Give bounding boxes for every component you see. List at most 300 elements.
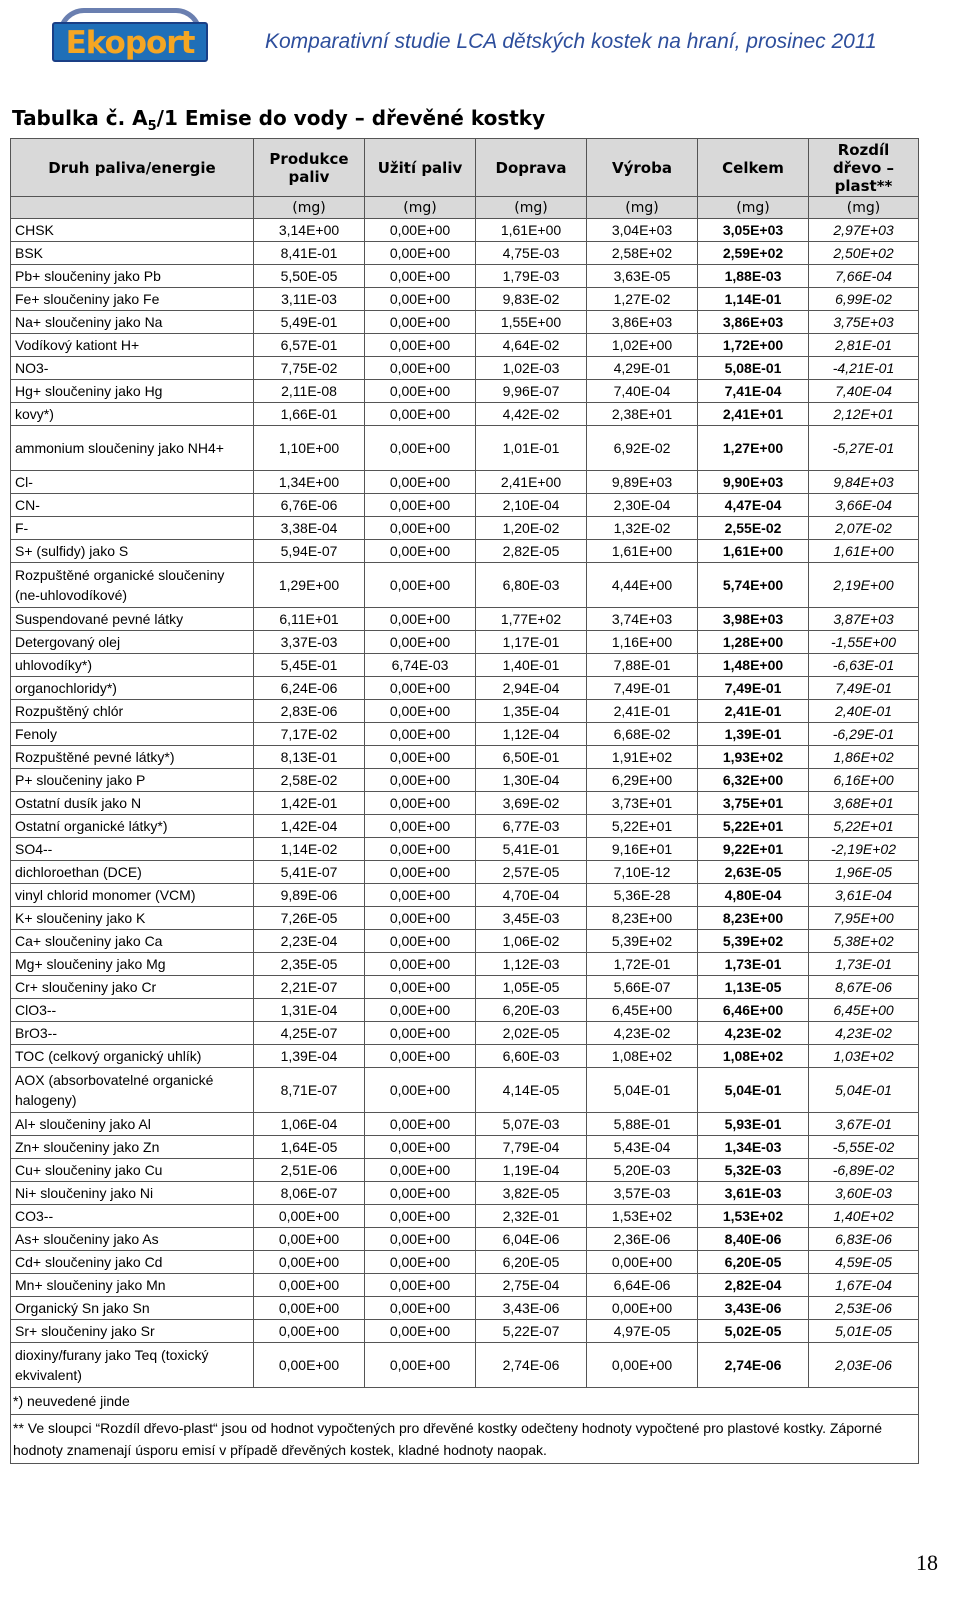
production-cell: 5,94E-07 <box>254 540 365 563</box>
table-row <box>11 1320 919 1343</box>
transport-cell: 6,20E-03 <box>476 999 587 1022</box>
manufacture-cell: 2,41E-01 <box>587 700 698 723</box>
manufacture-cell: 5,22E+01 <box>587 815 698 838</box>
difference-cell: -5,55E-02 <box>809 1136 919 1159</box>
difference-cell: 7,40E-04 <box>809 380 919 403</box>
difference-cell: 1,03E+02 <box>809 1045 919 1068</box>
manufacture-cell: 1,02E+00 <box>587 334 698 357</box>
transport-cell: 2,32E-01 <box>476 1205 587 1228</box>
substance-cell: CHSK <box>11 219 254 242</box>
substance-cell: TOC (celkový organický uhlík) <box>11 1045 254 1068</box>
total-cell: 5,04E-01 <box>698 1068 809 1113</box>
note-row-2 <box>11 1415 919 1464</box>
difference-cell: 2,53E-06 <box>809 1297 919 1320</box>
use-cell: 0,00E+00 <box>365 1297 476 1320</box>
transport-cell: 2,74E-06 <box>476 1343 587 1388</box>
total-cell: 1,13E-05 <box>698 976 809 999</box>
total-cell: 3,43E-06 <box>698 1297 809 1320</box>
emissions-table <box>10 138 919 1464</box>
manufacture-cell: 9,89E+03 <box>587 471 698 494</box>
manufacture-cell: 3,86E+03 <box>587 311 698 334</box>
total-cell: 6,46E+00 <box>698 999 809 1022</box>
substance-cell: F- <box>11 517 254 540</box>
transport-cell: 2,10E-04 <box>476 494 587 517</box>
production-cell: 4,25E-07 <box>254 1022 365 1045</box>
table-row <box>11 1205 919 1228</box>
manufacture-cell: 6,68E-02 <box>587 723 698 746</box>
col-header-use: Užití paliv <box>365 139 476 197</box>
transport-cell: 1,12E-03 <box>476 953 587 976</box>
transport-cell: 4,70E-04 <box>476 884 587 907</box>
substance-cell: Sr+ sloučeniny jako Sr <box>11 1320 254 1343</box>
substance-cell: Cr+ sloučeniny jako Cr <box>11 976 254 999</box>
difference-cell: 3,67E-01 <box>809 1113 919 1136</box>
total-cell: 5,22E+01 <box>698 815 809 838</box>
substance-cell: BrO3-- <box>11 1022 254 1045</box>
table-row <box>11 677 919 700</box>
substance-cell: NO3- <box>11 357 254 380</box>
difference-cell: 1,67E-04 <box>809 1274 919 1297</box>
total-cell: 1,61E+00 <box>698 540 809 563</box>
manufacture-cell: 1,32E-02 <box>587 517 698 540</box>
total-cell: 3,75E+01 <box>698 792 809 815</box>
use-cell: 0,00E+00 <box>365 1068 476 1113</box>
table-title-subscript: 5 <box>147 119 157 134</box>
transport-cell: 1,30E-04 <box>476 769 587 792</box>
total-cell: 2,55E-02 <box>698 517 809 540</box>
production-cell: 0,00E+00 <box>254 1251 365 1274</box>
difference-cell: 3,61E-04 <box>809 884 919 907</box>
use-cell: 0,00E+00 <box>365 265 476 288</box>
unit-cell: (mg) <box>587 197 698 219</box>
transport-cell: 5,22E-07 <box>476 1320 587 1343</box>
use-cell: 0,00E+00 <box>365 1022 476 1045</box>
note-row-1 <box>11 1388 919 1415</box>
manufacture-cell: 1,08E+02 <box>587 1045 698 1068</box>
total-cell: 5,39E+02 <box>698 930 809 953</box>
difference-cell: 1,96E-05 <box>809 861 919 884</box>
production-cell: 3,11E-03 <box>254 288 365 311</box>
table-title <box>12 106 545 134</box>
table-row <box>11 1022 919 1045</box>
production-cell: 1,42E-01 <box>254 792 365 815</box>
manufacture-cell: 5,39E+02 <box>587 930 698 953</box>
logo-text: Ekoport <box>65 25 195 61</box>
page-number: 18 <box>916 1550 938 1575</box>
table-row <box>11 1136 919 1159</box>
transport-cell: 4,42E-02 <box>476 403 587 426</box>
manufacture-cell: 5,88E-01 <box>587 1113 698 1136</box>
table-row <box>11 426 919 471</box>
transport-cell: 3,45E-03 <box>476 907 587 930</box>
substance-cell: BSK <box>11 242 254 265</box>
substance-cell: Zn+ sloučeniny jako Zn <box>11 1136 254 1159</box>
table-row <box>11 631 919 654</box>
substance-cell: Fe+ sloučeniny jako Fe <box>11 288 254 311</box>
total-cell: 1,88E-03 <box>698 265 809 288</box>
table-row <box>11 884 919 907</box>
substance-cell: Na+ sloučeniny jako Na <box>11 311 254 334</box>
total-cell: 1,48E+00 <box>698 654 809 677</box>
total-cell: 9,22E+01 <box>698 838 809 861</box>
total-cell: 1,28E+00 <box>698 631 809 654</box>
transport-cell: 2,94E-04 <box>476 677 587 700</box>
manufacture-cell: 3,57E-03 <box>587 1182 698 1205</box>
manufacture-cell: 5,04E-01 <box>587 1068 698 1113</box>
substance-cell: Al+ sloučeniny jako Al <box>11 1113 254 1136</box>
total-cell: 1,08E+02 <box>698 1045 809 1068</box>
substance-cell: As+ sloučeniny jako As <box>11 1228 254 1251</box>
substance-cell: Hg+ sloučeniny jako Hg <box>11 380 254 403</box>
use-cell: 0,00E+00 <box>365 563 476 608</box>
manufacture-cell: 6,29E+00 <box>587 769 698 792</box>
difference-cell: 6,83E-06 <box>809 1228 919 1251</box>
table-row <box>11 288 919 311</box>
production-cell: 6,76E-06 <box>254 494 365 517</box>
use-cell: 0,00E+00 <box>365 242 476 265</box>
table-row <box>11 1228 919 1251</box>
production-cell: 1,42E-04 <box>254 815 365 838</box>
use-cell: 0,00E+00 <box>365 494 476 517</box>
difference-cell: 2,40E-01 <box>809 700 919 723</box>
use-cell: 0,00E+00 <box>365 540 476 563</box>
manufacture-cell: 6,92E-02 <box>587 426 698 471</box>
difference-cell: 2,81E-01 <box>809 334 919 357</box>
production-cell: 8,41E-01 <box>254 242 365 265</box>
footnote-difference: ** Ve sloupci “Rozdíl dřevo-plast“ jsou od hodnot vypočtených pro dřevěné kostky odečteny hodnoty vypočtené pro plastové kostky. Záporné hodnoty znamenají úsporu emisí v případě dřevěných kostek, kladné hodnoty naopak. <box>11 1415 919 1464</box>
production-cell: 3,38E-04 <box>254 517 365 540</box>
transport-cell: 4,75E-03 <box>476 242 587 265</box>
col-header-fuel: Druh paliva/energie <box>11 139 254 197</box>
use-cell: 0,00E+00 <box>365 907 476 930</box>
production-cell: 9,89E-06 <box>254 884 365 907</box>
total-cell: 6,20E-05 <box>698 1251 809 1274</box>
difference-cell: 5,01E-05 <box>809 1320 919 1343</box>
unit-cell: (mg) <box>365 197 476 219</box>
manufacture-cell: 1,27E-02 <box>587 288 698 311</box>
use-cell: 0,00E+00 <box>365 1182 476 1205</box>
substance-cell: ClO3-- <box>11 999 254 1022</box>
transport-cell: 2,57E-05 <box>476 861 587 884</box>
page-header <box>0 0 960 70</box>
use-cell: 0,00E+00 <box>365 838 476 861</box>
unit-cell: (mg) <box>254 197 365 219</box>
header-row <box>11 139 919 197</box>
substance-cell: kovy*) <box>11 403 254 426</box>
difference-cell: 1,86E+02 <box>809 746 919 769</box>
manufacture-cell: 3,04E+03 <box>587 219 698 242</box>
total-cell: 5,93E-01 <box>698 1113 809 1136</box>
table-row <box>11 494 919 517</box>
difference-cell: -6,29E-01 <box>809 723 919 746</box>
production-cell: 2,51E-06 <box>254 1159 365 1182</box>
use-cell: 0,00E+00 <box>365 815 476 838</box>
substance-cell: CN- <box>11 494 254 517</box>
production-cell: 2,23E-04 <box>254 930 365 953</box>
production-cell: 0,00E+00 <box>254 1343 365 1388</box>
production-cell: 7,26E-05 <box>254 907 365 930</box>
col-header-difference: Rozdíl dřevo – plast** <box>809 139 919 197</box>
transport-cell: 2,02E-05 <box>476 1022 587 1045</box>
transport-cell: 3,82E-05 <box>476 1182 587 1205</box>
difference-cell: 3,75E+03 <box>809 311 919 334</box>
production-cell: 0,00E+00 <box>254 1320 365 1343</box>
total-cell: 2,59E+02 <box>698 242 809 265</box>
table-row <box>11 999 919 1022</box>
manufacture-cell: 6,45E+00 <box>587 999 698 1022</box>
use-cell: 0,00E+00 <box>365 471 476 494</box>
use-cell: 0,00E+00 <box>365 700 476 723</box>
substance-cell: Cd+ sloučeniny jako Cd <box>11 1251 254 1274</box>
production-cell: 3,14E+00 <box>254 219 365 242</box>
table-row <box>11 1068 919 1113</box>
transport-cell: 1,12E-04 <box>476 723 587 746</box>
use-cell: 0,00E+00 <box>365 1320 476 1343</box>
substance-cell: Rozpuštěné organické sloučeniny (ne-uhlovodíkové) <box>11 563 254 608</box>
table-row <box>11 1113 919 1136</box>
use-cell: 0,00E+00 <box>365 403 476 426</box>
substance-cell: P+ sloučeniny jako P <box>11 769 254 792</box>
unit-row <box>11 197 919 219</box>
substance-cell: Cl- <box>11 471 254 494</box>
manufacture-cell: 7,88E-01 <box>587 654 698 677</box>
use-cell: 0,00E+00 <box>365 723 476 746</box>
use-cell: 0,00E+00 <box>365 1274 476 1297</box>
manufacture-cell: 7,49E-01 <box>587 677 698 700</box>
production-cell: 8,13E-01 <box>254 746 365 769</box>
transport-cell: 9,96E-07 <box>476 380 587 403</box>
transport-cell: 6,60E-03 <box>476 1045 587 1068</box>
use-cell: 0,00E+00 <box>365 357 476 380</box>
table-row <box>11 1274 919 1297</box>
manufacture-cell: 5,36E-28 <box>587 884 698 907</box>
unit-cell: (mg) <box>698 197 809 219</box>
difference-cell: 1,61E+00 <box>809 540 919 563</box>
difference-cell: -5,27E-01 <box>809 426 919 471</box>
total-cell: 1,27E+00 <box>698 426 809 471</box>
transport-cell: 1,19E-04 <box>476 1159 587 1182</box>
use-cell: 0,00E+00 <box>365 1343 476 1388</box>
table-row <box>11 563 919 608</box>
total-cell: 2,74E-06 <box>698 1343 809 1388</box>
substance-cell: Detergovaný olej <box>11 631 254 654</box>
table-row <box>11 930 919 953</box>
substance-cell: CO3-- <box>11 1205 254 1228</box>
production-cell: 1,66E-01 <box>254 403 365 426</box>
production-cell: 2,11E-08 <box>254 380 365 403</box>
substance-cell: Rozpuštěné pevné látky*) <box>11 746 254 769</box>
difference-cell: -6,63E-01 <box>809 654 919 677</box>
manufacture-cell: 6,64E-06 <box>587 1274 698 1297</box>
col-header-manufacture: Výroba <box>587 139 698 197</box>
production-cell: 3,37E-03 <box>254 631 365 654</box>
production-cell: 1,29E+00 <box>254 563 365 608</box>
production-cell: 5,41E-07 <box>254 861 365 884</box>
table-row <box>11 723 919 746</box>
transport-cell: 6,04E-06 <box>476 1228 587 1251</box>
difference-cell: -6,89E-02 <box>809 1159 919 1182</box>
production-cell: 7,75E-02 <box>254 357 365 380</box>
total-cell: 2,41E-01 <box>698 700 809 723</box>
transport-cell: 3,43E-06 <box>476 1297 587 1320</box>
use-cell: 0,00E+00 <box>365 219 476 242</box>
difference-cell: -1,55E+00 <box>809 631 919 654</box>
total-cell: 1,53E+02 <box>698 1205 809 1228</box>
table-row <box>11 403 919 426</box>
total-cell: 8,23E+00 <box>698 907 809 930</box>
manufacture-cell: 2,36E-06 <box>587 1228 698 1251</box>
substance-cell: Vodíkový kationt H+ <box>11 334 254 357</box>
difference-cell: 7,49E-01 <box>809 677 919 700</box>
manufacture-cell: 8,23E+00 <box>587 907 698 930</box>
substance-cell: Ostatní dusík jako N <box>11 792 254 815</box>
total-cell: 2,63E-05 <box>698 861 809 884</box>
total-cell: 3,61E-03 <box>698 1182 809 1205</box>
use-cell: 0,00E+00 <box>365 517 476 540</box>
use-cell: 0,00E+00 <box>365 608 476 631</box>
substance-cell: uhlovodíky*) <box>11 654 254 677</box>
table-row <box>11 976 919 999</box>
use-cell: 0,00E+00 <box>365 769 476 792</box>
use-cell: 0,00E+00 <box>365 861 476 884</box>
table-row <box>11 746 919 769</box>
difference-cell: 7,95E+00 <box>809 907 919 930</box>
table-row <box>11 815 919 838</box>
difference-cell: 3,87E+03 <box>809 608 919 631</box>
substance-cell: vinyl chlorid monomer (VCM) <box>11 884 254 907</box>
production-cell: 0,00E+00 <box>254 1297 365 1320</box>
difference-cell: -4,21E-01 <box>809 357 919 380</box>
difference-cell: 7,66E-04 <box>809 265 919 288</box>
production-cell: 5,45E-01 <box>254 654 365 677</box>
use-cell: 0,00E+00 <box>365 930 476 953</box>
transport-cell: 2,82E-05 <box>476 540 587 563</box>
production-cell: 0,00E+00 <box>254 1228 365 1251</box>
table-row <box>11 242 919 265</box>
use-cell: 0,00E+00 <box>365 999 476 1022</box>
substance-cell: Organický Sn jako Sn <box>11 1297 254 1320</box>
substance-cell: Fenoly <box>11 723 254 746</box>
production-cell: 1,31E-04 <box>254 999 365 1022</box>
transport-cell: 1,01E-01 <box>476 426 587 471</box>
table-row <box>11 1045 919 1068</box>
transport-cell: 3,69E-02 <box>476 792 587 815</box>
transport-cell: 1,61E+00 <box>476 219 587 242</box>
substance-cell: Pb+ sloučeniny jako Pb <box>11 265 254 288</box>
table-row <box>11 769 919 792</box>
table-row <box>11 357 919 380</box>
substance-cell: Mg+ sloučeniny jako Mg <box>11 953 254 976</box>
table-row <box>11 608 919 631</box>
transport-cell: 4,14E-05 <box>476 1068 587 1113</box>
transport-cell: 1,79E-03 <box>476 265 587 288</box>
difference-cell: 6,45E+00 <box>809 999 919 1022</box>
total-cell: 4,80E-04 <box>698 884 809 907</box>
total-cell: 5,08E-01 <box>698 357 809 380</box>
production-cell: 2,21E-07 <box>254 976 365 999</box>
manufacture-cell: 3,63E-05 <box>587 265 698 288</box>
production-cell: 0,00E+00 <box>254 1274 365 1297</box>
manufacture-cell: 7,40E-04 <box>587 380 698 403</box>
total-cell: 8,40E-06 <box>698 1228 809 1251</box>
total-cell: 4,47E-04 <box>698 494 809 517</box>
table-row <box>11 311 919 334</box>
substance-cell: Ni+ sloučeniny jako Ni <box>11 1182 254 1205</box>
difference-cell: 8,67E-06 <box>809 976 919 999</box>
transport-cell: 1,77E+02 <box>476 608 587 631</box>
use-cell: 0,00E+00 <box>365 334 476 357</box>
use-cell: 0,00E+00 <box>365 1136 476 1159</box>
total-cell: 1,93E+02 <box>698 746 809 769</box>
total-cell: 4,23E-02 <box>698 1022 809 1045</box>
table-row <box>11 907 919 930</box>
manufacture-cell: 9,16E+01 <box>587 838 698 861</box>
manufacture-cell: 2,58E+02 <box>587 242 698 265</box>
table-row <box>11 517 919 540</box>
substance-cell: K+ sloučeniny jako K <box>11 907 254 930</box>
use-cell: 6,74E-03 <box>365 654 476 677</box>
use-cell: 0,00E+00 <box>365 1159 476 1182</box>
total-cell: 3,98E+03 <box>698 608 809 631</box>
total-cell: 5,32E-03 <box>698 1159 809 1182</box>
use-cell: 0,00E+00 <box>365 746 476 769</box>
manufacture-cell: 3,73E+01 <box>587 792 698 815</box>
use-cell: 0,00E+00 <box>365 380 476 403</box>
use-cell: 0,00E+00 <box>365 631 476 654</box>
transport-cell: 1,06E-02 <box>476 930 587 953</box>
transport-cell: 6,50E-01 <box>476 746 587 769</box>
production-cell: 0,00E+00 <box>254 1205 365 1228</box>
use-cell: 0,00E+00 <box>365 1228 476 1251</box>
total-cell: 3,86E+03 <box>698 311 809 334</box>
col-header-transport: Doprava <box>476 139 587 197</box>
transport-cell: 1,17E-01 <box>476 631 587 654</box>
production-cell: 1,10E+00 <box>254 426 365 471</box>
substance-cell: Ostatní organické látky*) <box>11 815 254 838</box>
total-cell: 2,82E-04 <box>698 1274 809 1297</box>
manufacture-cell: 1,61E+00 <box>587 540 698 563</box>
manufacture-cell: 5,66E-07 <box>587 976 698 999</box>
transport-cell: 1,55E+00 <box>476 311 587 334</box>
total-cell: 5,02E-05 <box>698 1320 809 1343</box>
manufacture-cell: 0,00E+00 <box>587 1343 698 1388</box>
manufacture-cell: 0,00E+00 <box>587 1251 698 1274</box>
transport-cell: 4,64E-02 <box>476 334 587 357</box>
production-cell: 6,11E+01 <box>254 608 365 631</box>
difference-cell: 2,03E-06 <box>809 1343 919 1388</box>
production-cell: 8,06E-07 <box>254 1182 365 1205</box>
difference-cell: 2,07E-02 <box>809 517 919 540</box>
manufacture-cell: 0,00E+00 <box>587 1297 698 1320</box>
table-body <box>11 219 919 1388</box>
substance-cell: Rozpuštěný chlór <box>11 700 254 723</box>
total-cell: 1,14E-01 <box>698 288 809 311</box>
substance-cell: Ca+ sloučeniny jako Ca <box>11 930 254 953</box>
difference-cell: 4,23E-02 <box>809 1022 919 1045</box>
difference-cell: 3,68E+01 <box>809 792 919 815</box>
substance-cell: dioxiny/furany jako Teq (toxický ekvivalent) <box>11 1343 254 1388</box>
use-cell: 0,00E+00 <box>365 311 476 334</box>
total-cell: 5,74E+00 <box>698 563 809 608</box>
difference-cell: 2,50E+02 <box>809 242 919 265</box>
total-cell: 3,05E+03 <box>698 219 809 242</box>
difference-cell: -2,19E+02 <box>809 838 919 861</box>
use-cell: 0,00E+00 <box>365 1205 476 1228</box>
unit-cell: (mg) <box>476 197 587 219</box>
transport-cell: 2,75E-04 <box>476 1274 587 1297</box>
manufacture-cell: 1,53E+02 <box>587 1205 698 1228</box>
manufacture-cell: 5,43E-04 <box>587 1136 698 1159</box>
